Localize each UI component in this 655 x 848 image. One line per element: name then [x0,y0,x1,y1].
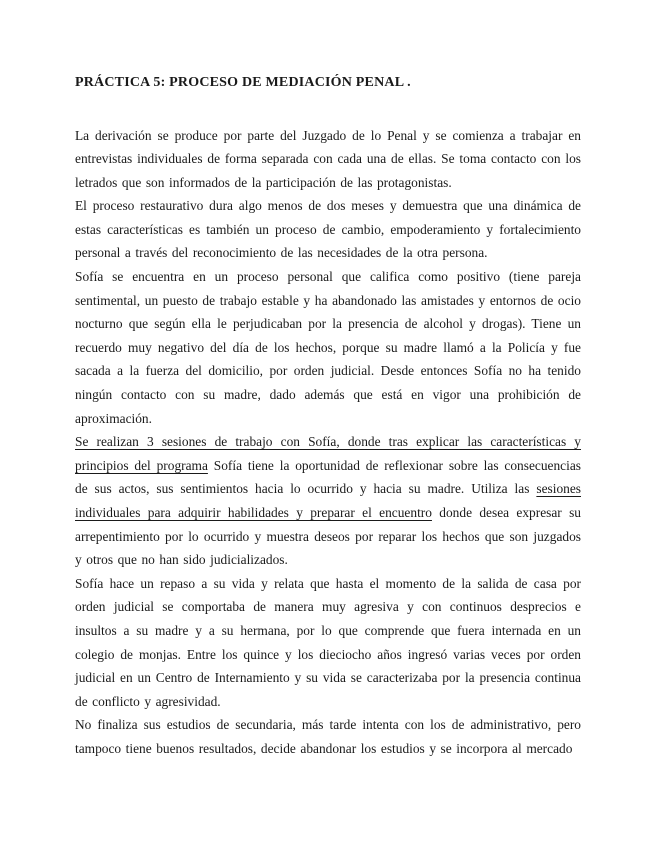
document-body [75,124,581,761]
paragraph [75,265,581,430]
text-run: La derivación se produce por parte del Juzgado de lo Penal y se comienza a trabajar en entrevistas individuales de forma separada con cada una de ellas. Se toma contacto con los letrados que son informados de la participación de las protagonistas. [75,127,581,190]
underlined-text: sesiones individuales para adquirir habilidades y preparar el encuentro [75,481,581,520]
paragraph [75,194,581,265]
paragraph [75,572,581,714]
text-run: El proceso restaurativo dura algo menos de dos meses y demuestra que una dinámica de estas características es también un proceso de cambio, empoderamiento y fortalecimiento personal a través del reconocimiento de las necesidades de la otra persona. [75,198,581,261]
text-run: No finaliza sus estudios de secundaria, más tarde intenta con los de administrativo, pero tampoco tiene buenos resultados, decide abandonar los estudios y se incorpora al mercado [75,717,581,756]
paragraph [75,713,581,760]
document-title: PRÁCTICA 5: PROCESO DE MEDIACIÓN PENAL . [75,75,411,90]
paragraph [75,430,581,572]
paragraph [75,124,581,195]
text-run: Sofía hace un repaso a su vida y relata que hasta el momento de la salida de casa por orden judicial se comportaba de manera muy agresiva y con continuos desprecios e insultos a su madre y a su hermana, por lo que comprende que fuera internada en un colegio de monjas. Entre los quince y los dieciocho años ingresó varias veces por orden judicial en un Centro de Internamiento y su vida se caracterizaba por la presencia continua de conflicto y agresividad. [75,575,581,709]
text-run: donde desea expresar su arrepentimiento por lo ocurrido y muestra deseos por reparar los hechos que son juzgados y otros que no han sido judicializados. [75,505,581,568]
text-run: Sofía se encuentra en un proceso personal que califica como positivo (tiene pareja sentimental, un puesto de trabajo estable y ha abandonado las amistades y entornos de ocio nocturno que según ella le perjudicaban por la presencia de alcohol y drogas). Tiene un recuerdo muy negativo del día de los hechos, porque su madre llamó a la Policía y fue sacada a la fuerza del domicilio, por orden judicial. Desde entonces Sofía no ha tenido ningún contacto con su madre, dado además que está en vigor una prohibición de aproximación. [75,269,581,426]
document-content [75,71,581,761]
text-run: Sofía tiene la oportunidad de reflexionar sobre las consecuencias de sus actos, sus sentimientos hacia lo ocurrido y hacia su madre. Utiliza las [75,457,581,497]
underlined-text: Se realizan 3 sesiones de trabajo con Sofía, donde tras explicar las características y principios del programa [75,434,581,473]
